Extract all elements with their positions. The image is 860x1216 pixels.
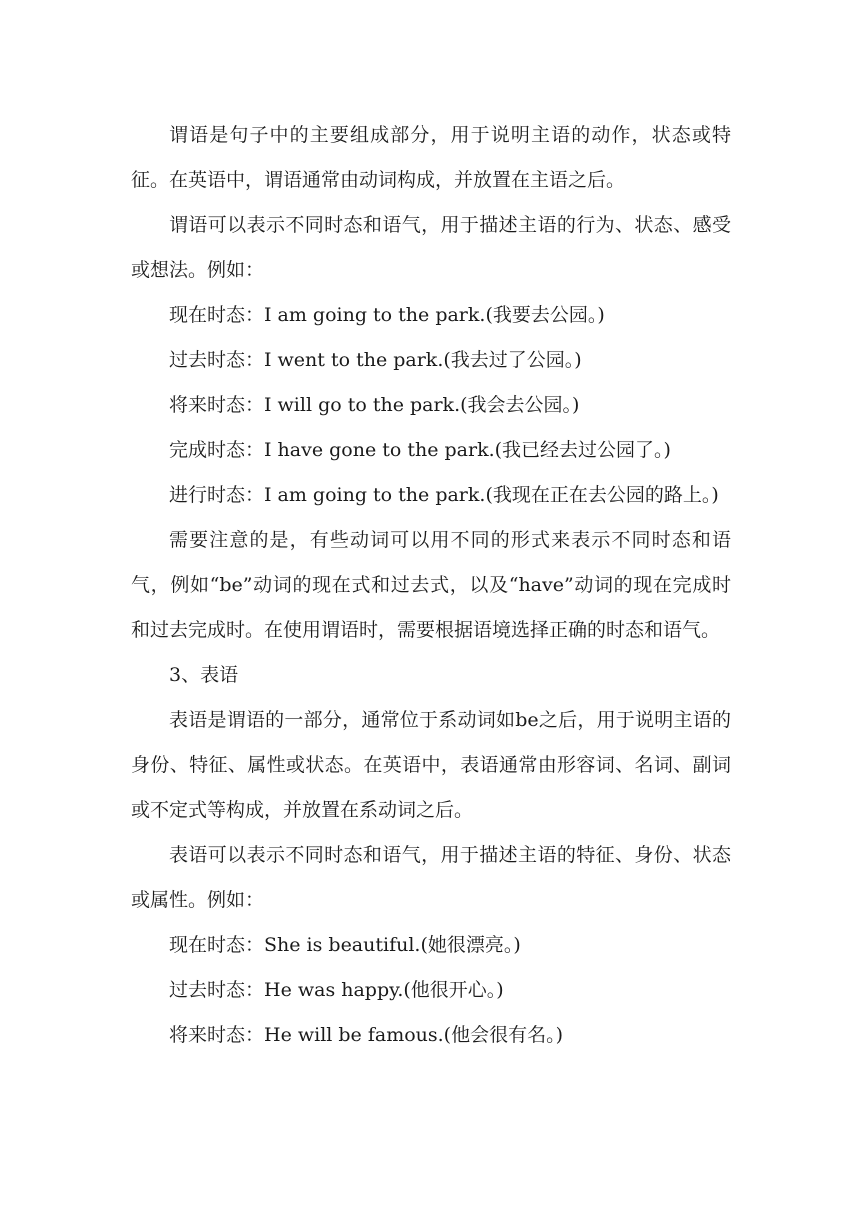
example-present-tense: 现在时态：I am going to the park.(我要去公园。) [169,304,605,326]
example-past-tense: 过去时态：I went to the park.(我去过了公园。) [169,349,582,371]
example-predicative-future: 将来时态：He will be famous.(他会很有名。) [169,1024,564,1046]
example-progressive-tense: 进行时态：I am going to the park.(我现在正在去公园的路上。) [169,484,719,506]
document-body [131,113,731,1058]
paragraph-predicative-definition: 表语是谓语的一部分，通常位于系动词如be之后，用于说明主语的身份、特征、属性或状态。在英语中，表语通常由形容词、名词、副词或不定式等构成，并放置在系动词之后。 [131,709,731,821]
paragraph-predicate-definition: 谓语是句子中的主要组成部分，用于说明主语的动作，状态或特征。在英语中，谓语通常由动词构成，并放置在主语之后。 [131,124,731,191]
example-perfect-tense: 完成时态：I have gone to the park.(我已经去过公园了。) [169,439,671,461]
section-heading-predicative: 3、表语 [169,664,239,686]
paragraph-predicate-tenses: 谓语可以表示不同时态和语气，用于描述主语的行为、状态、感受或想法。例如： [131,214,731,281]
example-predicative-past: 过去时态：He was happy.(他很开心。) [169,979,504,1001]
example-predicative-present: 现在时态：She is beautiful.(她很漂亮。) [169,934,521,956]
paragraph-predicative-tenses: 表语可以表示不同时态和语气，用于描述主语的特征、身份、状态或属性。例如： [131,844,731,911]
paragraph-predicate-note: 需要注意的是，有些动词可以用不同的形式来表示不同时态和语气，例如“be”动词的现在式和过去式，以及“have”动词的现在完成时和过去完成时。在使用谓语时，需要根据语境选择正确的时态和语气。 [131,529,731,641]
example-future-tense: 将来时态：I will go to the park.(我会去公园。) [169,394,580,416]
